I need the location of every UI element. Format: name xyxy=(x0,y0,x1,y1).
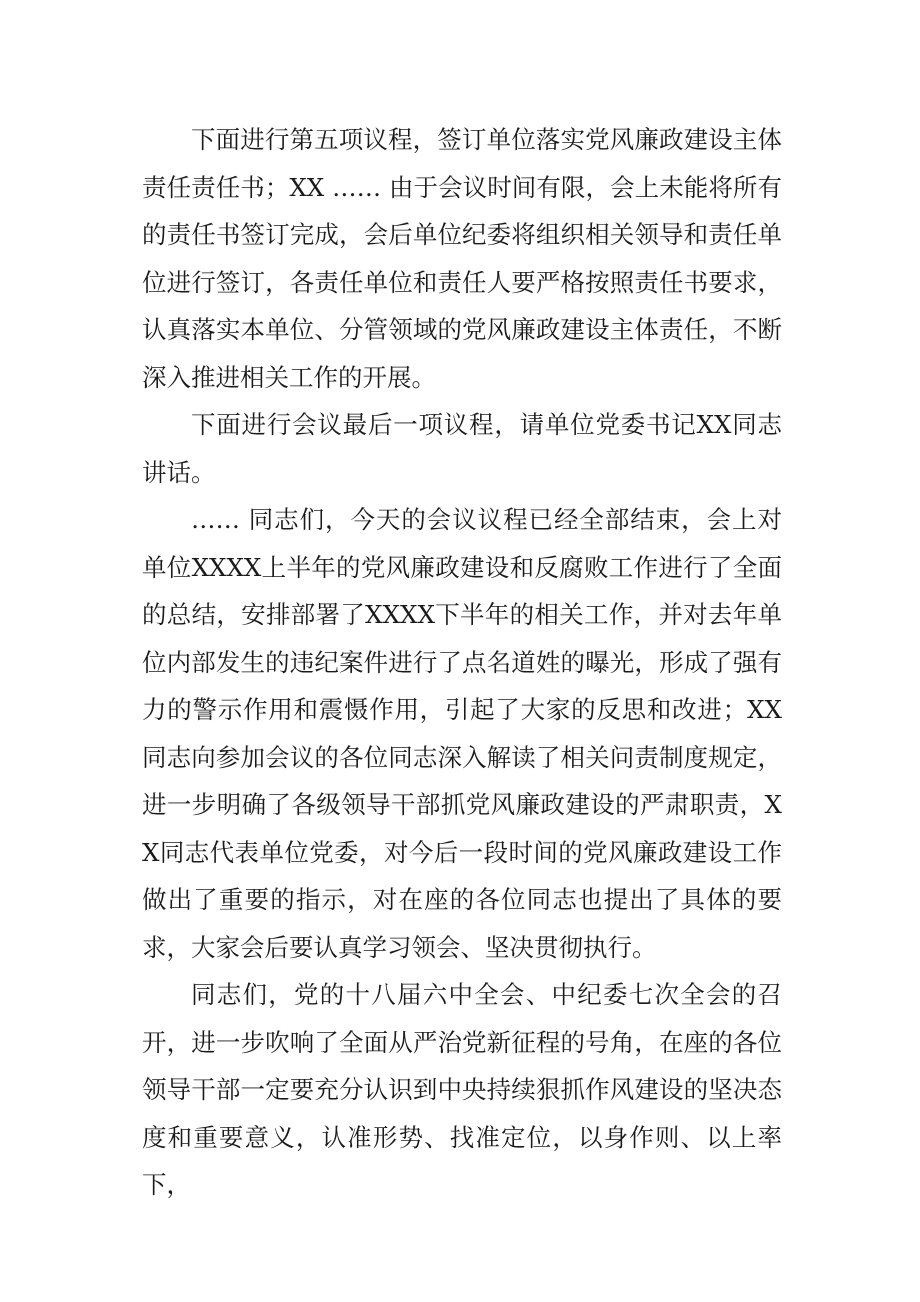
paragraph-agenda-five: 下面进行第五项议程，签订单位落实党风廉政建设主体责任责任书；XX …… 由于会议时间有限，会上未能将所有的责任书签订完成，会后单位纪委将组织相关领导和责任单位进行签订，各责任单位和责任人要严格按照责任书要求，认真落实本单位、分管领域的党风廉政建设主体责任，不断深入推进相关工作的开展。 xyxy=(142,125,782,392)
paragraph-closing-remarks: 同志们，党的十八届六中全会、中纪委七次全会的召开，进一步吹响了全面从严治党新征程的号角，在座的各位领导干部一定要充分认识到中央持续狠抓作风建设的坚决态度和重要意义，认准形势、找准定位，以身作则、以上率下， xyxy=(142,980,782,1199)
document-body xyxy=(142,116,782,1209)
paragraph-meeting-summary: …… 同志们，今天的会议议程已经全部结束，会上对单位XXXX上半年的党风廉政建设和反腐败工作进行了全面的总结，安排部署了XXXX下半年的相关工作，并对去年单位内部发生的违纪案件进行了点名道姓的曝光，形成了强有力的警示作用和震慑作用，引起了大家的反思和改进；XX同志向参加会议的各位同志深入解读了相关问责制度规定，进一步明确了各级领导干部抓党风廉政建设的严肃职责，XX同志代表单位党委，对今后一段时间的党风廉政建设工作做出了重要的指示，对在座的各位同志也提出了具体的要求，大家会后要认真学习领会、坚决贯彻执行。 xyxy=(142,505,782,962)
paragraph-final-agenda: 下面进行会议最后一项议程，请单位党委书记XX同志讲话。 xyxy=(142,410,782,487)
